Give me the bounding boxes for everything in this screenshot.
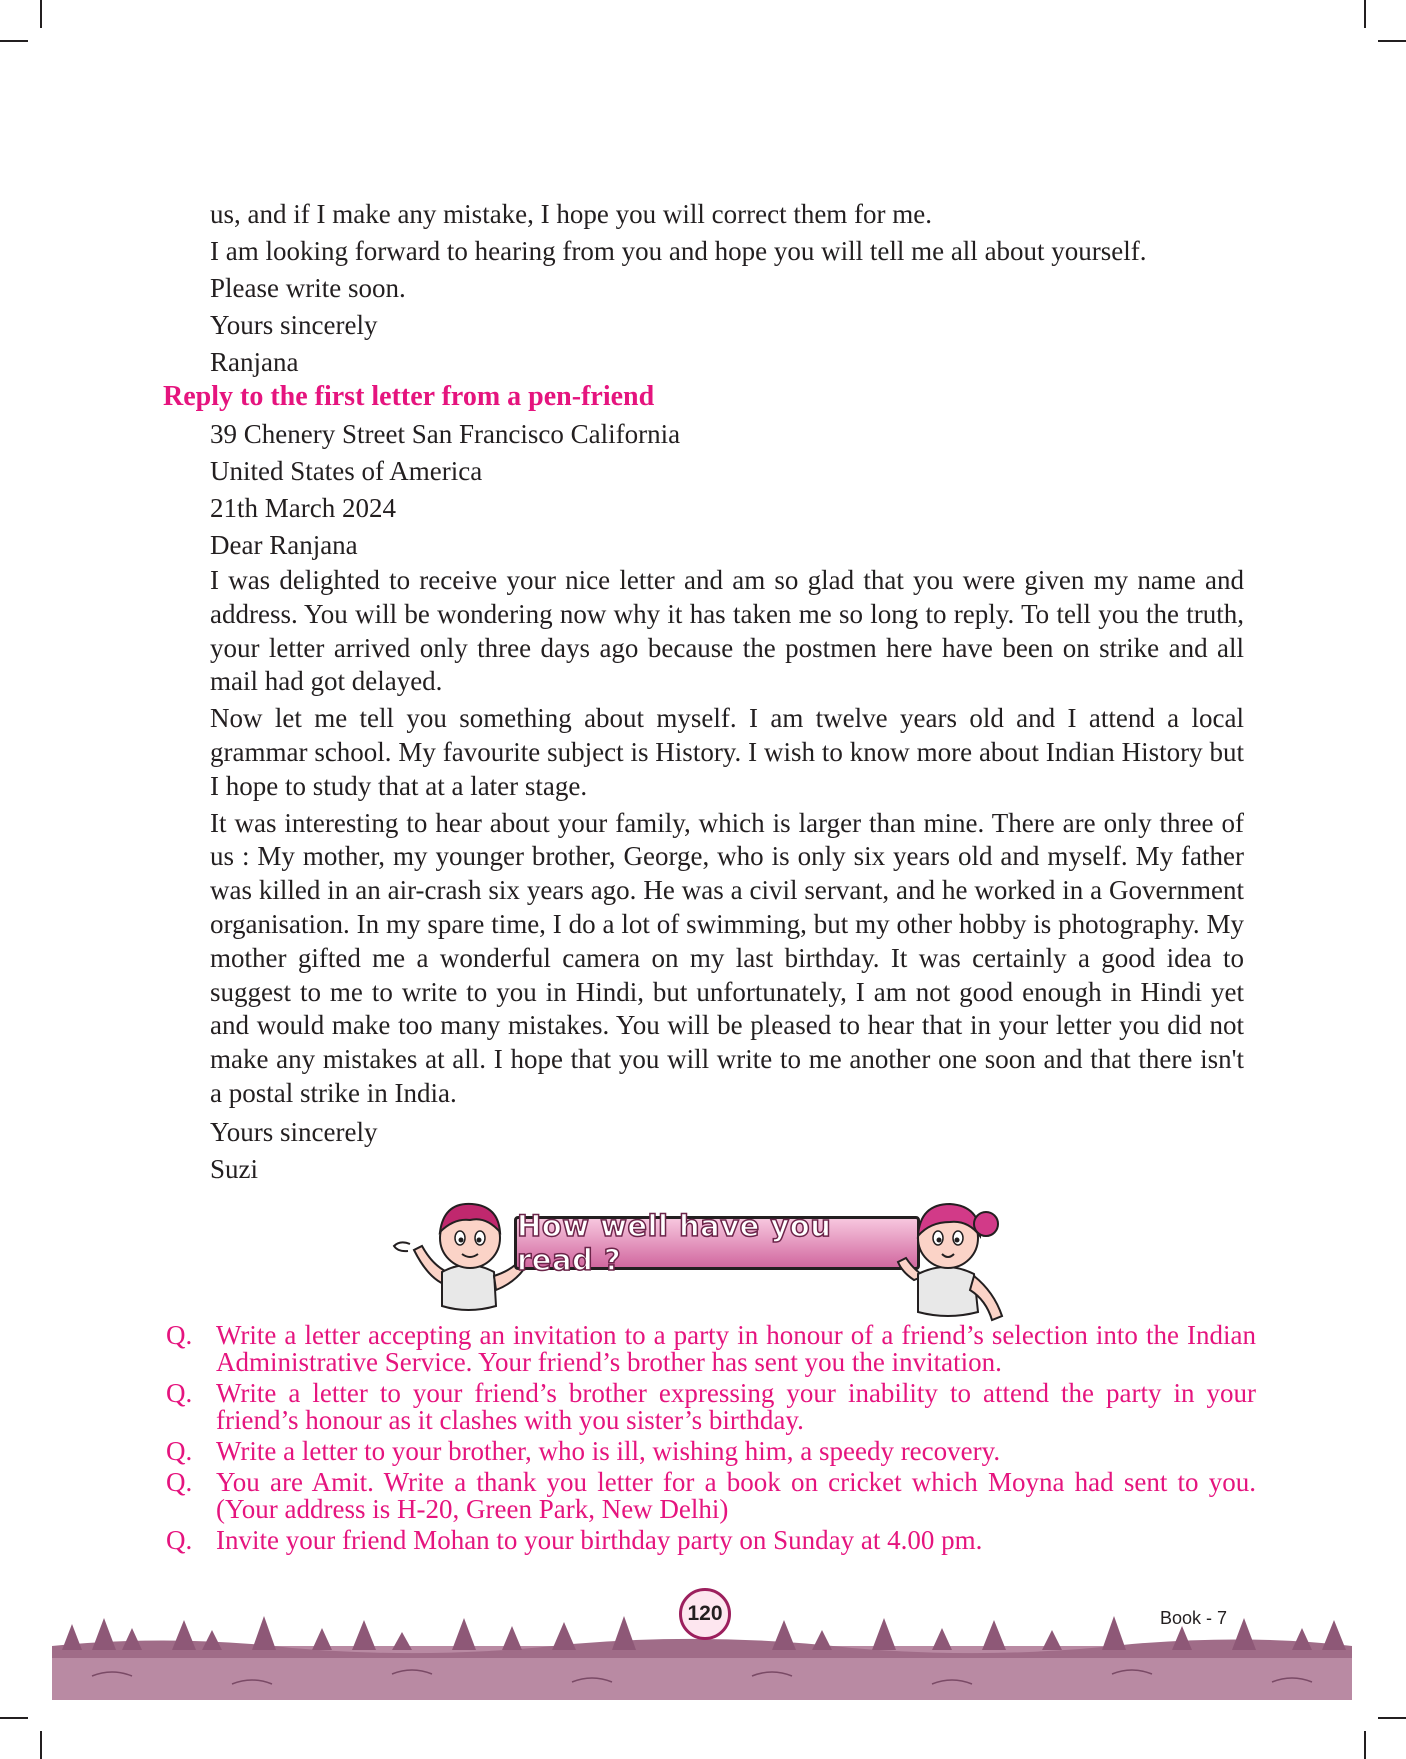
letter-line: Please write soon.	[210, 273, 406, 303]
question-text: Invite your friend Mohan to your birthday party on Sunday at 4.00 pm.	[216, 1525, 983, 1555]
question-label: Q.	[166, 1525, 193, 1555]
crop-mark	[1364, 0, 1366, 28]
letter-closing: Yours sincerely	[210, 1116, 378, 1147]
crop-mark	[1364, 1731, 1366, 1759]
page-number: 120	[679, 1588, 731, 1640]
crop-mark	[0, 40, 28, 42]
letter-paragraph: It was interesting to hear about your family, which is larger than mine. There are only three of us : My mother, my younger brother, George, who is only six years old and myself. My father was killed in an air-crash six years ago. He was a civil servant, and he worked in a Government organisation. In my spare time, I do a lot of swimming, but my other hobby is photography. My mother gifted me a wonderful camera on my last birthday. It was certainly a good idea to suggest to me to write to you in Hindi, but unfortunately, I am not good enough in Hindi yet and would make too many mistakes. You will be pleased to hear that in your letter you did not make any mistakes at all. I hope that you will write to me another one soon and that there isn't a postal strike in India.	[210, 807, 1244, 1108]
letter-ending	[210, 196, 1244, 381]
letter-line: us, and if I make any mistake, I hope you will correct them for me.	[210, 199, 933, 229]
question-item	[166, 1380, 1256, 1434]
quiz-banner	[390, 1196, 1030, 1326]
book-label: Book - 7	[1160, 1608, 1228, 1628]
letter-date: 21th March 2024	[210, 493, 396, 523]
banner-title: How well have you read ?	[517, 1209, 832, 1277]
girl-illustration	[890, 1196, 1030, 1326]
question-list	[166, 1322, 1256, 1558]
question-item	[166, 1469, 1256, 1523]
question-label: Q.	[166, 1320, 193, 1350]
section-heading: Reply to the first letter from a pen-friend	[163, 381, 655, 412]
crop-mark	[1378, 40, 1406, 42]
question-item	[166, 1438, 1256, 1465]
letter-line: I am looking forward to hearing from you and hope you will tell me all about yourself.	[210, 236, 1147, 266]
letter-closing: Yours sincerely	[210, 310, 378, 340]
question-text: Write a letter accepting an invitation to a party in honour of a friend’s selection into the Indian Administrative Service. Your friend’s brother has sent you the invitation.	[216, 1320, 1256, 1377]
letter-paragraph: Now let me tell you something about myself. I am twelve years old and I attend a local grammar school. My favourite subject is History. I wish to know more about Indian History but I hope to study that at a later stage.	[210, 703, 1244, 801]
address-line: United States of America	[210, 456, 483, 486]
question-text: Write a letter to your friend’s brother expressing your inability to attend the party in your friend’s honour as it clashes with you sister’s birthday.	[216, 1378, 1256, 1435]
letter-paragraph: I was delighted to receive your nice letter and am so glad that you were given my name and address. You will be wondering now why it has taken me so long to reply. To tell you the truth, your letter arrived only three days ago because the postmen here have been on strike and all mail had got delayed.	[210, 565, 1244, 697]
reply-letter	[210, 416, 1244, 1188]
crop-mark	[40, 0, 42, 28]
question-label: Q.	[166, 1378, 193, 1408]
question-item	[166, 1322, 1256, 1376]
crop-mark	[1378, 1717, 1406, 1719]
banner-title-box	[514, 1209, 920, 1277]
question-label: Q.	[166, 1436, 193, 1466]
crop-mark	[0, 1717, 28, 1719]
salutation: Dear Ranjana	[210, 530, 358, 560]
question-text: Write a letter to your brother, who is ill, wishing him, a speedy recovery.	[216, 1436, 1001, 1466]
letter-signature: Suzi	[210, 1153, 259, 1184]
crop-mark	[40, 1731, 42, 1759]
address-line: 39 Chenery Street San Francisco California	[210, 419, 681, 449]
question-label: Q.	[166, 1467, 193, 1497]
letter-signature: Ranjana	[210, 347, 299, 377]
question-text: You are Amit. Write a thank you letter for a book on cricket which Moyna had sent to you. (Your address is H-20, Green Park, New Delhi)	[216, 1467, 1256, 1524]
question-item	[166, 1527, 1256, 1554]
